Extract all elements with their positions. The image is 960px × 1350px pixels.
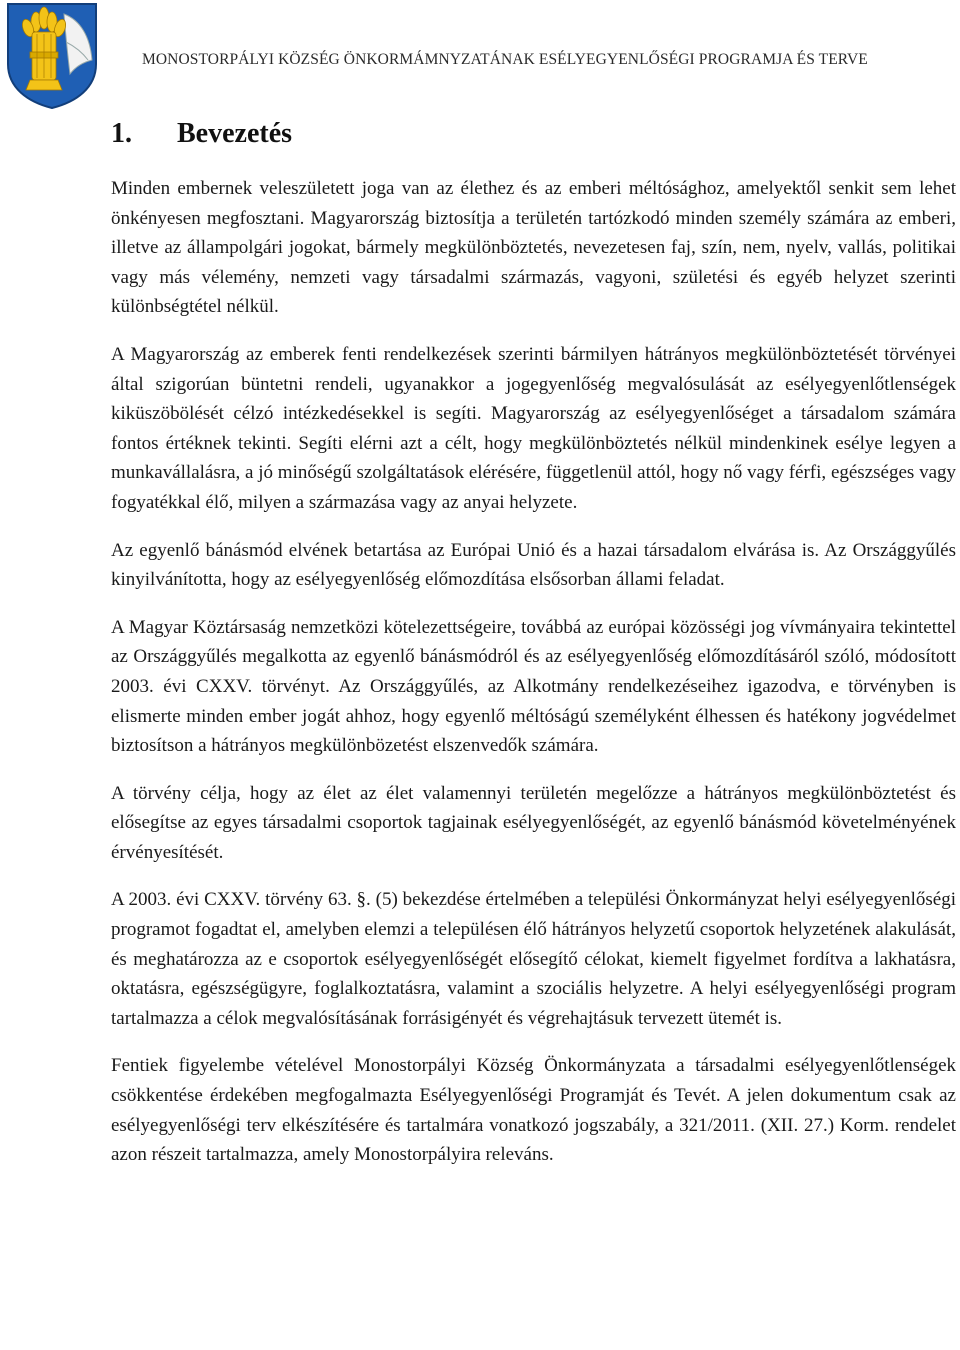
- chapter-title: Bevezetés: [177, 118, 293, 149]
- coat-of-arms-wheat-sheaf-icon: [6, 2, 98, 110]
- document-body: [111, 174, 956, 1188]
- paragraph: A Magyarország az emberek fenti rendelkezések szerinti bármilyen hátrányos megkülönböztetését törvényei által szigorúan büntetni rendeli, ugyanakkor a jogegyenlőség megvalósulását az esélyegyenlőtlenségek kiküszöbölését célzó intézkedésekkel is segíti. Magyarország az esélyegyenlőséget a társadalom számára fontos értéknek tekinti. Segíti elérni azt a célt, hogy megkülönböztetés nélkül mindenkinek esélye legyen a munkavállalásra, a jó minőségű szolgáltatások elérésére, függetlenül attól, hogy nő vagy férfi, egészséges vagy fogyatékkal élő, milyen a származása vagy az anyai helyzete.: [111, 343, 956, 513]
- paragraph: Az egyenlő bánásmód elvének betartása az Európai Unió és a hazai társadalom elvárása is. Az Országgyűlés kinyilvánította, hogy az esélyegyenlőség előmozdítása elsősorban állami feladat.: [111, 539, 956, 591]
- page-header: [0, 0, 960, 112]
- chapter-heading: [111, 118, 292, 150]
- paragraph: A törvény célja, hogy az élet az élet valamennyi területén megelőzze a hátrányos megkülönböztetést és elősegítse az egyes társadalmi csoportok tagjainak esélyegyenlőségét, az egyenlő bánásmód követelményének érvényesítését.: [111, 782, 956, 863]
- paragraph: Minden embernek veleszületett joga van az élethez és az emberi méltósághoz, amelyektől senkit sem lehet önkényesen megfosztani. Magyarország biztosítja a területén tartózkodó minden személy számára az emberi, illetve az állampolgári jogokat, bármely megkülönböztetés, nevezetesen faj, szín, nem, nyelv, vallás, politikai vagy más vélemény, nemzeti vagy társadalmi származás, vagyoni, születési és egyéb helyzet szerinti különbségtétel nélkül.: [111, 178, 956, 318]
- document-header-title: MONOSTORPÁLYI KÖZSÉG ÖNKORMÁMNYZATÁNAK ESÉLYEGYENLŐSÉGI PROGRAMJA ÉS TERVE: [142, 51, 868, 68]
- paragraph: A 2003. évi CXXV. törvény 63. §. (5) bekezdése értelmében a települési Önkormányzat helyi esélyegyenlőségi programot fogadtat el, amelyben elemzi a településen élő hátrányos helyzetű csoportok helyzetének alakulását, és meghatározza az e csoportok esélyegyenlőségét elősegítő célokat, kiemelt figyelmet fordítva a lakhatásra, oktatásra, egészségügyre, foglalkoztatásra, valamint a szociális helyzetre. A helyi esélyegyenlőségi program tartalmazza a célok megvalósításának forrásigényét és végrehajtásuk tervezett ütemét is.: [111, 889, 956, 1029]
- paragraph: A Magyar Köztársaság nemzetközi kötelezettségeire, továbbá az európai közösségi jog vívmányaira tekintettel az Országgyűlés megalkotta az egyenlő bánásmódról és az esélyegyenlőség előmozdításáról szóló, módosított 2003. évi CXXV. törvényt. Az Országgyűlés, az Alkotmány rendelkezéseihez igazodva, e törvényben is elismerte minden ember jogát ahhoz, hogy egyenlő méltóságú személyként élhessen és hatékony jogvédelmet biztosítson a hátrányos megkülönbözetést elszenvedők számára.: [111, 616, 956, 757]
- paragraph: Fentiek figyelembe vételével Monostorpályi Község Önkormányzata a társadalmi esélyegyenlőtlenségek csökkentése érdekében megfogalmazta Esélyegyenlőségi Programját és Tevét. A jelen dokumentum csak az esélyegyenlőségi terv elkészítésére és tartalmára vonatkozó jogszabály, a 321/2011. (XII. 27.) Korm. rendelet azon részeit tartalmazza, amely Monostorpályira releváns.: [111, 1055, 956, 1166]
- chapter-number: 1.: [111, 118, 132, 149]
